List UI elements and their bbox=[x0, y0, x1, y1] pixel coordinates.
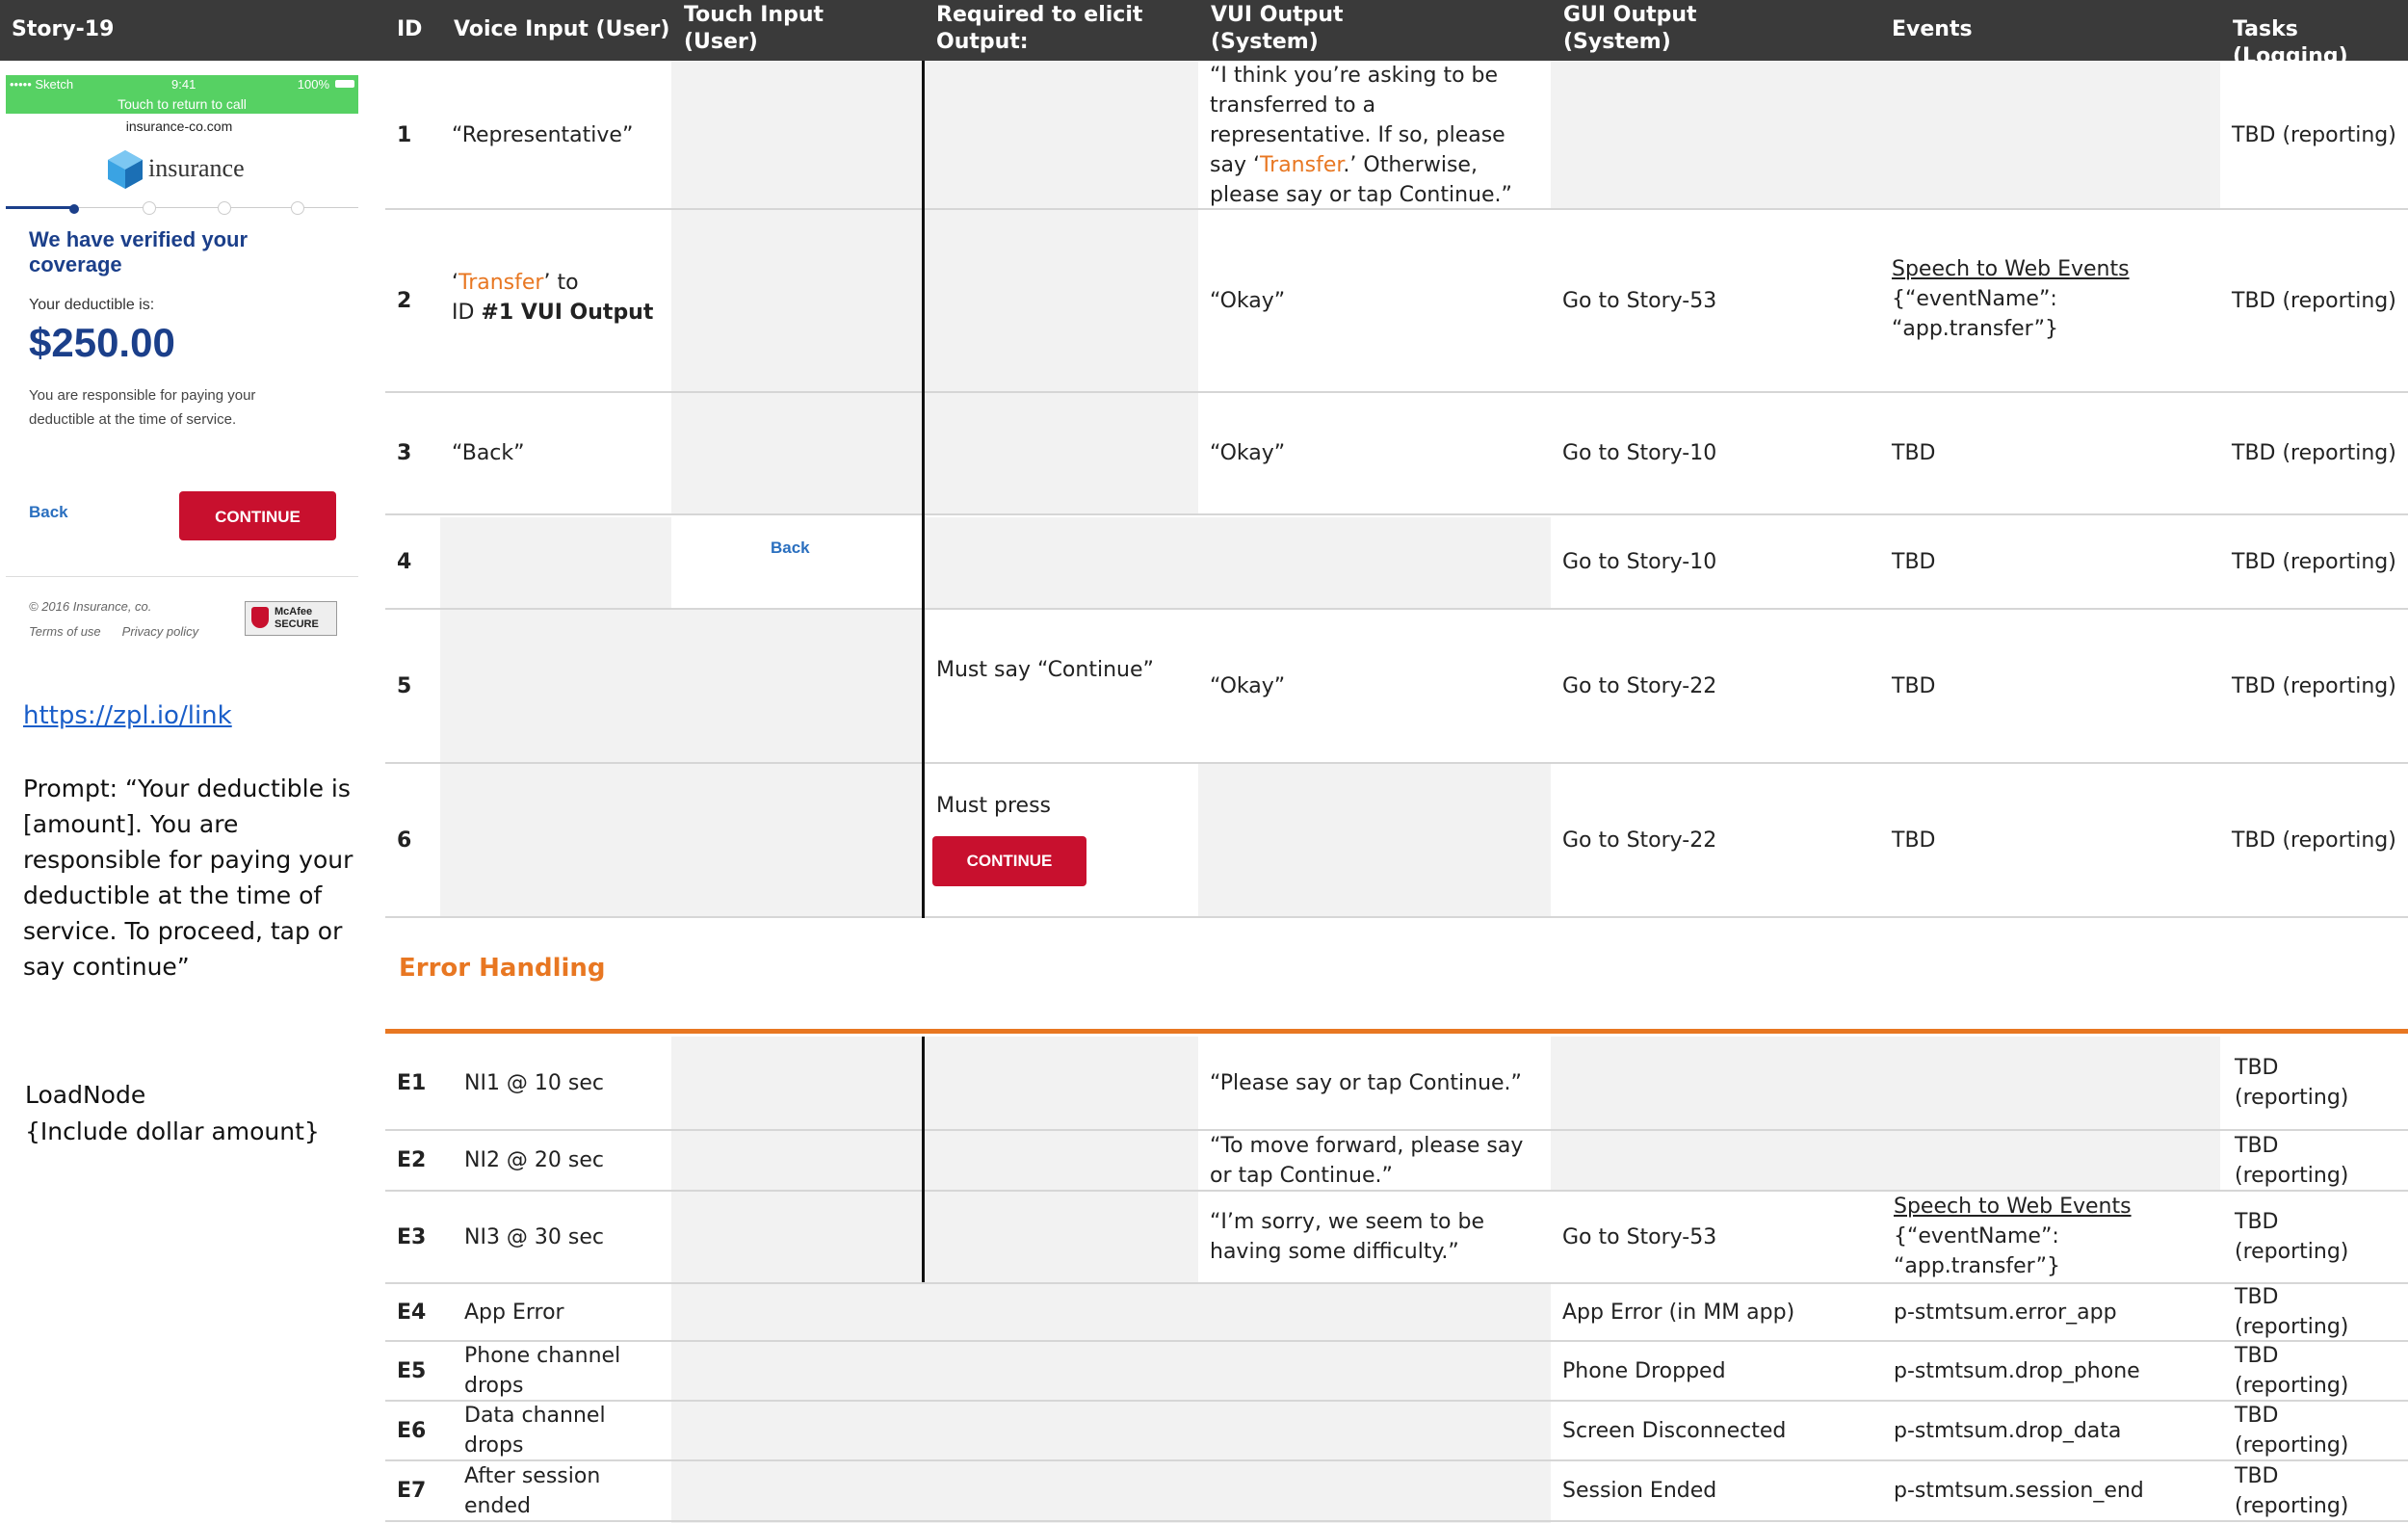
touch-row4-bg bbox=[671, 515, 922, 608]
e6-tasks: TBD (reporting) bbox=[2235, 1404, 2349, 1458]
progress-track bbox=[73, 207, 358, 208]
shade-touch-col bbox=[671, 61, 922, 515]
header-tasks: Tasks (Logging) bbox=[2233, 17, 2348, 68]
row5-vui: “Okay” bbox=[1210, 673, 1286, 698]
prompt-text: Prompt: “Your deductible is [amount]. You are responsible for paying your deductible at the time of service. To proceed, tap or say continue” bbox=[23, 775, 353, 981]
e2-voice: NI2 @ 20 sec bbox=[464, 1148, 605, 1172]
row3-vui: “Okay” bbox=[1210, 441, 1286, 465]
time-text: 9:41 bbox=[171, 77, 196, 92]
mcafee-secure: SECURE bbox=[275, 618, 319, 630]
row4-gui: Go to Story-10 bbox=[1562, 549, 1717, 574]
shade-voice-row4 bbox=[440, 517, 671, 918]
e4-voice: App Error bbox=[464, 1300, 564, 1325]
row4-touch-back[interactable]: Back bbox=[771, 539, 810, 557]
e3-events-l2: {“eventName”: bbox=[1894, 1224, 2059, 1248]
header-voice-input: Voice Input (User) bbox=[454, 17, 670, 41]
progress-stepper bbox=[6, 204, 358, 208]
zeplin-link[interactable]: https://zpl.io/link bbox=[23, 701, 232, 730]
error-divider bbox=[385, 1029, 2408, 1034]
row6-id: 6 bbox=[397, 828, 412, 853]
e6-voice: Data channel drops bbox=[464, 1404, 606, 1458]
e1-vui: “Please say or tap Continue.” bbox=[1210, 1070, 1522, 1095]
header-vui-text: VUI Output (System) bbox=[1211, 3, 1344, 54]
e7-events: p-stmtsum.session_end bbox=[1894, 1479, 2144, 1503]
row4-id: 4 bbox=[397, 549, 412, 574]
footer-divider bbox=[6, 576, 358, 577]
e6-events: p-stmtsum.drop_data bbox=[1894, 1418, 2122, 1443]
hexagon-logo-icon bbox=[106, 148, 144, 191]
e6-id: E6 bbox=[397, 1418, 427, 1443]
e3-voice: NI3 @ 30 sec bbox=[464, 1224, 605, 1249]
step-dot-2 bbox=[143, 201, 156, 215]
e7-gui: Session Ended bbox=[1562, 1479, 1717, 1503]
back-link[interactable]: Back bbox=[29, 503, 68, 521]
mcafee-shield-icon bbox=[251, 607, 269, 628]
e3-events-l3: “app.transfer”} bbox=[1894, 1254, 2061, 1278]
loadnode-detail: {Include dollar amount} bbox=[25, 1117, 320, 1145]
e2-tasks: TBD (reporting) bbox=[2235, 1133, 2349, 1188]
privacy-link[interactable]: Privacy policy bbox=[121, 624, 199, 639]
row3-id: 3 bbox=[397, 441, 412, 465]
step-dot-3 bbox=[218, 201, 231, 215]
row6-gui: Go to Story-22 bbox=[1562, 828, 1717, 853]
e4-tasks: TBD (reporting) bbox=[2235, 1285, 2349, 1339]
e5-gui: Phone Dropped bbox=[1562, 1358, 1726, 1383]
row2-voice bbox=[440, 210, 671, 391]
row2-events-link[interactable]: Speech to Web Events bbox=[1892, 257, 2130, 281]
table-header bbox=[0, 0, 2408, 68]
row1-vui-transfer: Transfer bbox=[1259, 153, 1344, 177]
e5-voice: Phone channel drops bbox=[464, 1344, 621, 1398]
e1-tasks: TBD (reporting) bbox=[2235, 1056, 2349, 1110]
row2-vui: “Okay” bbox=[1210, 288, 1286, 313]
e2-vui: “To move forward, please say or tap Continue.” bbox=[1210, 1133, 1524, 1188]
row1-voice: “Representative” bbox=[452, 123, 634, 147]
battery-icon bbox=[335, 80, 354, 88]
header-vui-output bbox=[1211, 2, 1344, 56]
shade-gui-row1 bbox=[1551, 61, 2220, 210]
row1-id: 1 bbox=[397, 123, 412, 147]
row1-vui-text: “I think you’re asking to be transferred to a representative. If so, please say ‘ bbox=[1210, 64, 1505, 177]
row1-vui bbox=[1198, 61, 1551, 210]
row2-id: 2 bbox=[397, 288, 412, 313]
e7-id: E7 bbox=[397, 1479, 427, 1503]
copyright-text: © 2016 Insurance, co. bbox=[29, 599, 152, 614]
header-gui-output bbox=[1563, 2, 1697, 56]
row3-tasks: TBD (reporting) bbox=[2232, 441, 2396, 465]
terms-link[interactable]: Terms of use bbox=[29, 624, 101, 639]
row4-tasks: TBD (reporting) bbox=[2232, 549, 2396, 574]
shade-req-row1-3 bbox=[925, 61, 1198, 515]
shade-err-lower bbox=[671, 1284, 1551, 1523]
mcafee-name: McAfee bbox=[275, 606, 313, 617]
mcafee-badge bbox=[245, 601, 337, 636]
brand-name: insurance bbox=[148, 154, 245, 182]
page-url: insurance-co.com bbox=[125, 118, 233, 134]
row3-voice: “Back” bbox=[452, 441, 525, 465]
footer-links bbox=[29, 624, 220, 639]
row2-events bbox=[1880, 210, 2220, 391]
row5-gui: Go to Story-22 bbox=[1562, 673, 1717, 698]
phone-status-bar[interactable] bbox=[6, 75, 358, 114]
row2-tasks: TBD (reporting) bbox=[2232, 288, 2396, 313]
row2-events-l3: “app.transfer”} bbox=[1892, 317, 2059, 341]
header-touch-input bbox=[684, 2, 824, 56]
row2-id-ref: #1 VUI Output bbox=[481, 301, 654, 325]
row5-req: Must say “Continue” bbox=[936, 658, 1154, 682]
e5-tasks: TBD (reporting) bbox=[2235, 1344, 2349, 1398]
divider-bar-error bbox=[922, 1037, 925, 1282]
e3-gui: Go to Story-53 bbox=[1562, 1224, 1717, 1249]
battery-text: 100% bbox=[297, 77, 329, 92]
e2-id: E2 bbox=[397, 1148, 427, 1172]
verified-heading: We have verified your coverage bbox=[29, 227, 249, 276]
row1-vui-end: .’ Otherwise, please say or tap Continue.” bbox=[1210, 153, 1512, 207]
responsible-text: You are responsible for paying your deductible at the time of service. bbox=[29, 387, 256, 428]
touch-return-call[interactable]: Touch to return to call bbox=[118, 96, 247, 112]
shade-req-row4 bbox=[925, 517, 1551, 608]
shade-err-touch bbox=[671, 1037, 1198, 1282]
row1-tasks: TBD (reporting) bbox=[2232, 123, 2396, 147]
deductible-label: Your deductible is: bbox=[29, 297, 155, 313]
deductible-amount: $250.00 bbox=[29, 320, 175, 365]
progress-bar bbox=[6, 206, 73, 209]
row2-transfer: Transfer bbox=[458, 271, 544, 295]
row6-continue-button[interactable]: CONTINUE bbox=[932, 836, 1086, 886]
shade-err-gui bbox=[1551, 1037, 2220, 1191]
row3-gui: Go to Story-10 bbox=[1562, 441, 1717, 465]
row2-events-l2: {“eventName”: bbox=[1892, 287, 2057, 311]
e3-tasks: TBD (reporting) bbox=[2235, 1210, 2349, 1264]
e4-id: E4 bbox=[397, 1300, 427, 1325]
carrier-text: ••••• Sketch bbox=[10, 77, 74, 92]
continue-button[interactable]: CONTINUE bbox=[179, 491, 336, 540]
header-required bbox=[936, 2, 1142, 56]
header-gui-text: GUI Output (System) bbox=[1563, 3, 1697, 54]
e5-events: p-stmtsum.drop_phone bbox=[1894, 1358, 2140, 1383]
e3-events-link[interactable]: Speech to Web Events bbox=[1894, 1195, 2132, 1219]
loadnode-text bbox=[25, 1077, 372, 1150]
header-required-text: Required to elicit Output: bbox=[936, 3, 1143, 54]
row6-req: Must press bbox=[936, 793, 1051, 818]
header-touch-text: Touch Input (User) bbox=[684, 3, 824, 54]
step-dot-4 bbox=[291, 201, 304, 215]
step-dot-1 bbox=[69, 204, 79, 214]
e3-vui: “I’m sorry, we seem to be having some difficulty.” bbox=[1210, 1210, 1484, 1264]
row5-events: TBD bbox=[1892, 673, 1936, 698]
e4-gui: App Error (in MM app) bbox=[1562, 1300, 1795, 1325]
header-story: Story-19 bbox=[12, 17, 115, 41]
header-events: Events bbox=[1892, 17, 1973, 41]
row5-tasks: TBD (reporting) bbox=[2232, 673, 2396, 698]
loadnode-title: LoadNode bbox=[25, 1081, 146, 1109]
e7-tasks: TBD (reporting) bbox=[2235, 1463, 2349, 1518]
e3-id: E3 bbox=[397, 1224, 427, 1249]
row2-quote-open: ‘ bbox=[452, 271, 458, 295]
row2-quote-close: ’ to bbox=[543, 271, 579, 295]
row6-events: TBD bbox=[1892, 828, 1936, 853]
row5-id: 5 bbox=[397, 673, 412, 698]
e6-gui: Screen Disconnected bbox=[1562, 1418, 1787, 1443]
row3-events: TBD bbox=[1892, 441, 1936, 465]
error-handling-title: Error Handling bbox=[399, 954, 606, 983]
e7-voice: After session ended bbox=[464, 1463, 601, 1518]
row-line bbox=[385, 1520, 2408, 1522]
row2-id-prefix: ID bbox=[452, 301, 482, 325]
row-line bbox=[385, 916, 2408, 918]
e5-id: E5 bbox=[397, 1358, 427, 1383]
row6-tasks: TBD (reporting) bbox=[2232, 828, 2396, 853]
e1-id: E1 bbox=[397, 1070, 427, 1095]
row4-events: TBD bbox=[1892, 549, 1936, 574]
header-id: ID bbox=[397, 17, 423, 41]
e3-events bbox=[1882, 1192, 2220, 1282]
e1-voice: NI1 @ 10 sec bbox=[464, 1070, 605, 1095]
shade-vui-row6 bbox=[1198, 764, 1551, 918]
row2-gui: Go to Story-53 bbox=[1562, 288, 1717, 313]
e4-events: p-stmtsum.error_app bbox=[1894, 1300, 2117, 1325]
